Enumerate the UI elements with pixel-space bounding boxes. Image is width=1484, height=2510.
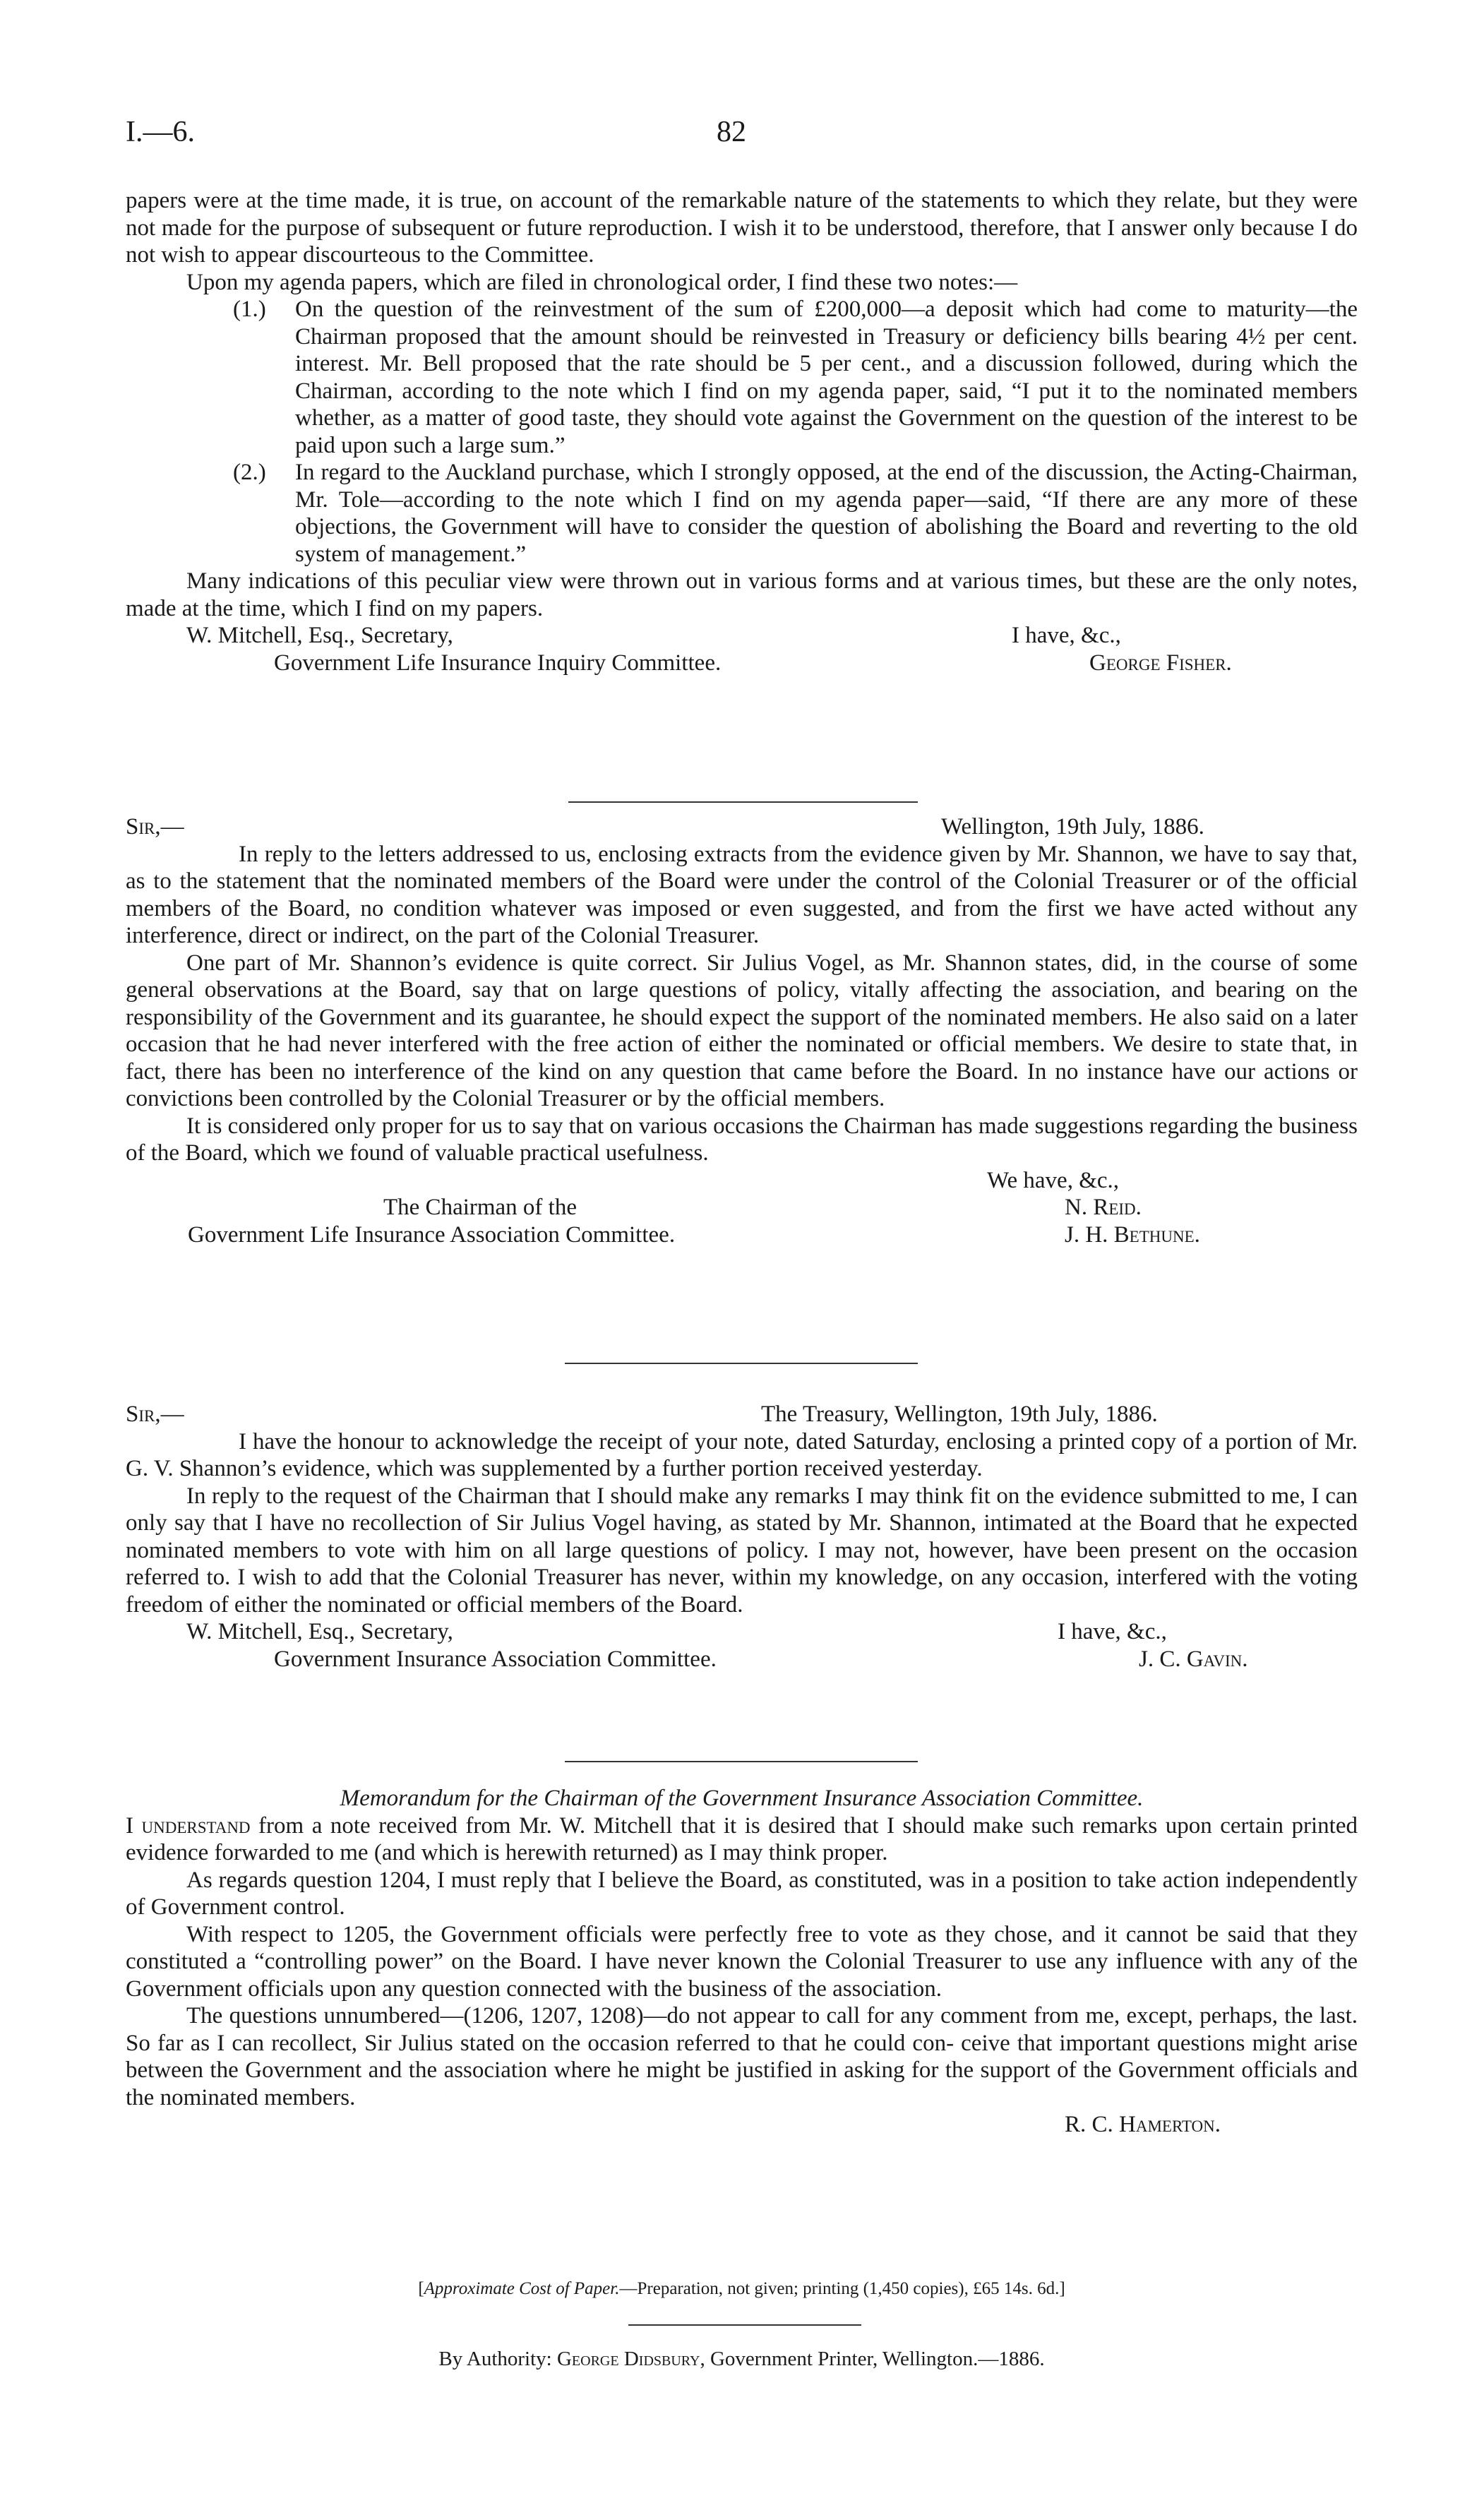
agenda-note-2-number: (2.) bbox=[233, 460, 266, 485]
separator-rule bbox=[568, 801, 918, 803]
cost-text: —Preparation, not given; printing (1,450 copies), £65 14s. 6d. bbox=[619, 2279, 1060, 2298]
printer-rest: , Government Printer, Wellington.—1886. bbox=[700, 2348, 1045, 2370]
gavin-closing-row-1 bbox=[126, 1618, 1358, 1646]
memorandum-signature-row bbox=[126, 2111, 1358, 2139]
fisher-paragraph-3: Many indications of this peculiar view were thrown out in various forms and at various times, but these are the only notes, made at the time, which I find on my papers. bbox=[126, 568, 1358, 621]
agenda-note-2 bbox=[126, 459, 1358, 568]
fisher-paragraph-1: papers were at the time made, it is true, on account of the remarkable nature of the statements to which they relate, but they were not made for the purpose of subsequent or future reproduction. I wish it to be understood, therefore, that I answer only because I do not wish to appear discourteous to the Committee. bbox=[126, 188, 1358, 268]
reid-closing: We have, &c., bbox=[987, 1167, 1120, 1193]
memorandum-paragraph-3: With respect to 1205, the Government officials were perfectly free to vote as they chose, and it cannot be said that they constituted a “controlling power” on the Board. I have never known the Colonial Treasurer to use any influence with any of the Government officials upon any question connected with the business of the association. bbox=[126, 1921, 1358, 2002]
printer-imprint bbox=[126, 2345, 1358, 2373]
separator-rule bbox=[565, 1363, 918, 1364]
reid-closing-row bbox=[126, 1167, 1358, 1195]
cost-note: [Approximate Cost of Paper.—Preparation, not given; printing (1,450 copies), £65 14s. 6d.] bbox=[418, 2279, 1065, 2298]
separator-rule bbox=[628, 2324, 861, 2326]
memorandum-paragraph-1 bbox=[126, 1812, 1358, 1867]
gavin-addressee-line-1: W. Mitchell, Esq., Secretary, bbox=[186, 1619, 453, 1644]
reid-signature-row-1 bbox=[126, 1194, 1358, 1221]
gavin-dateline: The Treasury, Wellington, 19th July, 1886. bbox=[761, 1402, 1158, 1427]
reid-heading-row bbox=[126, 813, 1358, 841]
reid-paragraph-1: In reply to the letters addressed to us, enclosing extracts from the evidence given by Mr. Shannon, we have to say that, as to the statement that the nominated members of the Board were under the control of the Colonial Treasurer or of the official members of the Board, no condition whatever was imposed or even suggested, and from the first we have acted without any interference, direct or indirect, on the part of the Colonial Treasurer. bbox=[126, 841, 1358, 948]
memorandum-opening-caps: I understand bbox=[126, 1812, 251, 1839]
memorandum-title: Memorandum for the Chairman of the Government Insurance Association Committee. bbox=[340, 1786, 1144, 1811]
reid-addressee-line-2: Government Life Insurance Association Committee. bbox=[188, 1221, 676, 1248]
memorandum bbox=[126, 1785, 1358, 2139]
gavin-closing: I have, &c., bbox=[1058, 1619, 1167, 1644]
reid-addressee-line-1: The Chairman of the bbox=[383, 1195, 577, 1220]
paper-reference: I.—6. bbox=[126, 116, 195, 148]
gavin-paragraph-1: I have the honour to acknowledge the receipt of your note, dated Saturday, enclosing a printed copy of a portion of Mr. G. V. Shannon’s evidence, which was supplemented by a further portion received yesterday. bbox=[126, 1428, 1358, 1481]
agenda-note-2-text: In regard to the Auckland purchase, which I strongly opposed, at the end of the discussion, the Acting-Chairman, Mr. Tole—according to the note which I find on my agenda paper—said, “If there are any more of these objections, the Government will have to consider the question of abolishing the Board and reverting to the old system of management.” bbox=[295, 460, 1358, 567]
fisher-addressee-line-2: Government Life Insurance Inquiry Committee. bbox=[274, 650, 722, 676]
printer-name: George Didsbury bbox=[556, 2348, 700, 2370]
fisher-paragraph-2: Upon my agenda papers, which are filed in chronological order, I find these two notes:— bbox=[186, 269, 1018, 295]
fisher-letter bbox=[126, 187, 1358, 676]
reid-signature-2: J. H. Bethune. bbox=[1065, 1221, 1200, 1248]
agenda-note-1-number: (1.) bbox=[233, 297, 266, 322]
fisher-closing: I have, &c., bbox=[1012, 623, 1121, 648]
fisher-closing-row-1 bbox=[126, 622, 1358, 650]
fisher-closing-row-2 bbox=[126, 650, 1358, 677]
gavin-closing-row-2 bbox=[126, 1646, 1358, 1673]
gavin-letter bbox=[126, 1401, 1358, 1673]
reid-paragraph-2: One part of Mr. Shannon’s evidence is quite correct. Sir Julius Vogel, as Mr. Shannon states, did, in the course of some general observations at the Board, say that on large questions of policy, vitally affecting the association, and bearing on the responsibility of the Government and its guarantee, he should expect the support of the nominated members. He also said on a later occasion that he had never interfered with the free action of either the nominated or official members. We desire to state that, in fact, there has been no interference of the kind on any question that came before the Board. In no instance have our actions or convictions been controlled by the Colonial Treasurer or by the official members. bbox=[126, 950, 1358, 1111]
page-number: 82 bbox=[717, 116, 746, 148]
memorandum-paragraph-2: As regards question 1204, I must reply that I believe the Board, as constituted, was in a position to take action independently of Government control. bbox=[126, 1867, 1358, 1920]
agenda-note-1 bbox=[126, 296, 1358, 459]
gavin-addressee-line-2: Government Insurance Association Committee. bbox=[274, 1646, 717, 1672]
gavin-heading-row bbox=[126, 1401, 1358, 1428]
gavin-signature: J. C. Gavin. bbox=[1139, 1646, 1248, 1672]
cost-label: Approximate Cost of Paper. bbox=[424, 2279, 620, 2298]
reid-dateline: Wellington, 19th July, 1886. bbox=[941, 814, 1204, 839]
authority-label: By Authority: bbox=[438, 2348, 552, 2370]
fisher-addressee-line-1: W. Mitchell, Esq., Secretary, bbox=[186, 623, 453, 648]
agenda-note-1-text: On the question of the reinvestment of the sum of £200,000—a deposit which had come to maturity—the Chairman proposed that the amount should be reinvested in Treasury or deficiency bills bearing 4½ per cent. interest. Mr. Bell proposed that the rate should be 5 per cent., and a discussion followed, during which the Chairman, according to the note which I find on my agenda paper, said, “I put it to the nominated members whether, as a matter of good taste, they should vote against the Government on the question of the interest to be paid upon such a large sum.” bbox=[295, 297, 1358, 458]
memorandum-paragraph-4: The questions unnumbered—(1206, 1207, 1208)—do not appear to call for any comment from me, except, perhaps, the last. So far as I can recollect, Sir Julius stated on the occasion referred to that he could con- ceive that important questions might arise between the Government and the association where he might be justified in asking for the support of the Government officials and the nominated members. bbox=[126, 2003, 1358, 2110]
separator-rule bbox=[565, 1761, 918, 1762]
fisher-signature: George Fisher. bbox=[1089, 650, 1232, 676]
memorandum-signature: R. C. Hamerton. bbox=[1065, 2112, 1221, 2137]
gavin-salutation: Sir,— bbox=[126, 1402, 184, 1427]
reid-signature-row-2 bbox=[126, 1221, 1358, 1249]
memorandum-paragraph-1-text: from a note received from Mr. W. Mitchell that it is desired that I should make such remarks upon certain printed evidence forwarded to me (and which is herewith returned) as I may think proper. bbox=[126, 1812, 1358, 1865]
gavin-paragraph-2: In reply to the request of the Chairman that I should make any remarks I may think fit on the evidence submitted to me, I can only say that I have no recollection of Sir Julius Vogel having, as stated by Mr. Shannon, intimated at the Board that he expected nominated members to vote with him on all large questions of policy. I may not, however, have been present on the occasion referred to. I wish to add that the Colonial Treasurer has never, within my knowledge, on any occasion, interfered with the voting freedom of either the nominated or official members of the Board. bbox=[126, 1483, 1358, 1618]
reid-paragraph-3: It is considered only proper for us to say that on various occasions the Chairman has made suggestions regarding the business of the Board, which we found of valuable practical usefulness. bbox=[126, 1113, 1358, 1166]
reid-salutation: Sir,— bbox=[126, 814, 184, 839]
reid-letter bbox=[126, 813, 1358, 1248]
reid-signature-1: N. Reid. bbox=[1065, 1195, 1142, 1220]
